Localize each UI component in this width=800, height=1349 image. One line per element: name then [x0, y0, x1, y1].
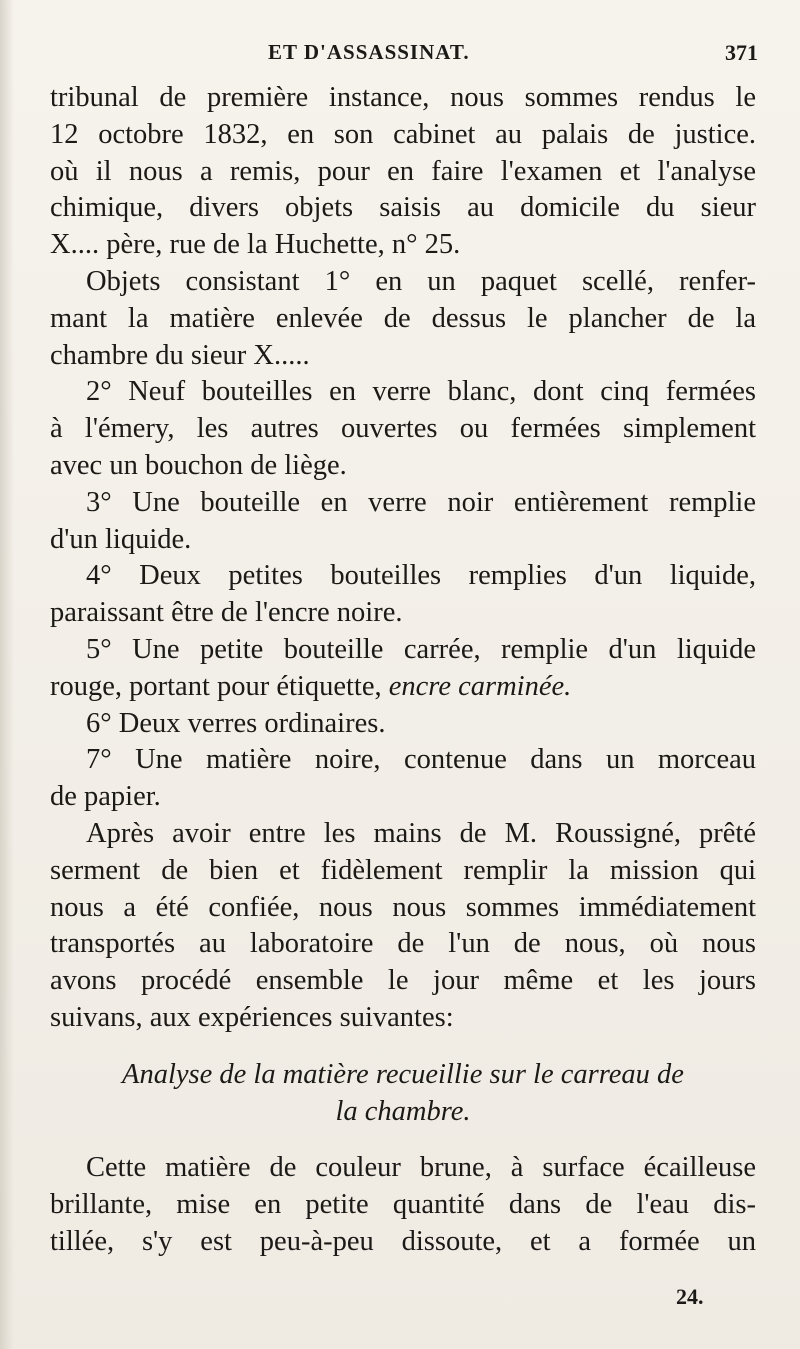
- text-line: brillante, mise en petite quantité dans de l'eau dis-: [50, 1189, 756, 1221]
- text-line: d'un liquide.: [50, 523, 192, 555]
- page-number: 371: [725, 40, 758, 65]
- text-line: paraissant être de l'encre noire.: [50, 597, 403, 629]
- text-line: transportés au laboratoire de l'un de nous, où nous: [50, 928, 756, 960]
- text-fragment: rouge, portant pour étiquette,: [50, 670, 382, 702]
- running-head: ET D'ASSASSINAT.: [268, 40, 470, 64]
- text-line: 3° Une bouteille en verre noir entièrement remplie: [86, 486, 756, 518]
- signature-mark: 24.: [676, 1284, 704, 1309]
- text-line: 5° Une petite bouteille carrée, remplie d'un liquide: [86, 633, 756, 665]
- text-line: tribunal de première instance, nous sommes rendus le: [50, 82, 756, 113]
- text-line: avec un bouchon de liège.: [50, 449, 347, 481]
- page-body: [50, 80, 756, 1261]
- text-line: mant la matière enlevée de dessus le plancher de la: [50, 302, 756, 334]
- text-line: serment de bien et fidèlement remplir la mission qui: [50, 854, 756, 886]
- text-line: Objets consistant 1° en un paquet scellé, renfer-: [86, 265, 756, 297]
- text-line: à l'émery, les autres ouvertes ou fermées simplement: [50, 413, 756, 445]
- section-heading-line-2: la chambre.: [335, 1095, 471, 1127]
- text-line: X.... père, rue de la Huchette, n° 25.: [50, 229, 461, 261]
- text-line: 12 octobre 1832, en son cabinet au palais de justice.: [50, 118, 756, 150]
- text-line: chimique, divers objets saisis au domicile du sieur: [50, 192, 756, 224]
- text-line: où il nous a remis, pour en faire l'examen et l'analyse: [50, 155, 756, 187]
- text-line: 2° Neuf bouteilles en verre blanc, dont cinq fermées: [86, 376, 756, 408]
- text-line: 4° Deux petites bouteilles remplies d'un liquide,: [86, 560, 756, 592]
- section-heading-line-1: Analyse de la matière recueillie sur le carreau de: [122, 1058, 684, 1090]
- page-header: [0, 34, 800, 74]
- text-line: nous a été confiée, nous nous sommes immédiatement: [50, 891, 756, 923]
- text-line: de papier.: [50, 781, 161, 813]
- text-line-with-label: [50, 669, 756, 706]
- spacer: [50, 1037, 756, 1057]
- text-line: Cette matière de couleur brune, à surface écailleuse: [86, 1152, 756, 1184]
- text-line: tillée, s'y est peu-à-peu dissoute, et a formée un: [50, 1225, 756, 1257]
- text-line: suivans, aux expériences suivantes:: [50, 1001, 454, 1033]
- text-line: chambre du sieur X.....: [50, 339, 310, 371]
- text-line: avons procédé ensemble le jour même et les jours: [50, 965, 756, 997]
- italic-label: encre carminée.: [388, 670, 572, 702]
- text-line: Après avoir entre les mains de M. Roussigné, prêté: [86, 817, 756, 849]
- text-line: 7° Une matière noire, contenue dans un morceau: [86, 744, 756, 776]
- spacer: [50, 1130, 756, 1150]
- text-line: 6° Deux verres ordinaires.: [86, 707, 386, 739]
